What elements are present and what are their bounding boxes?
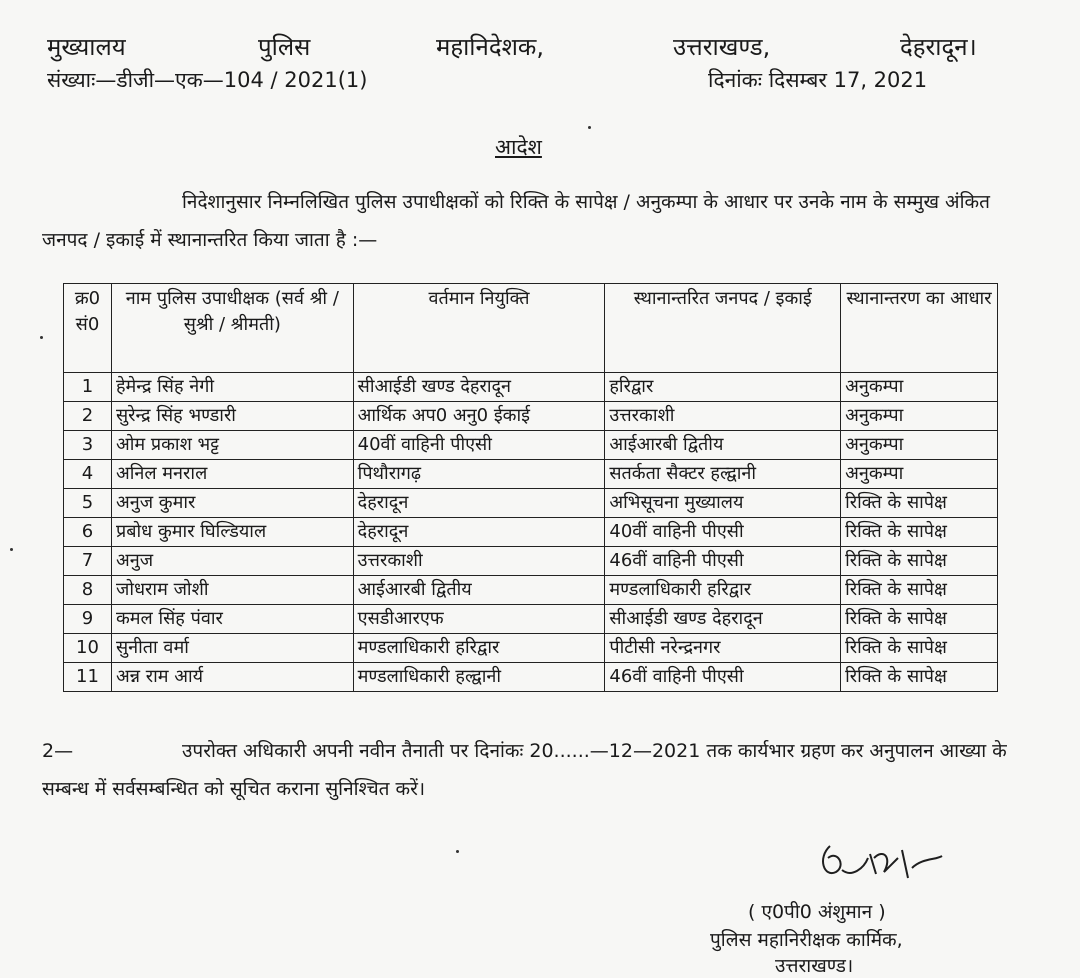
- serial-cell: 11: [64, 663, 112, 692]
- table-row: [64, 431, 998, 460]
- transfer-cell: 46वीं वाहिनी पीएसी: [605, 663, 841, 692]
- serial-cell: 4: [64, 460, 112, 489]
- table-row: [64, 460, 998, 489]
- current-cell: आर्थिक अप0 अनु0 ईकाई: [353, 402, 605, 431]
- transfer-table: [63, 283, 998, 692]
- table-row: [64, 489, 998, 518]
- basis-cell: रिक्ति के सापेक्ष: [841, 663, 998, 692]
- scan-speck: [40, 336, 43, 339]
- current-cell: पिथौरागढ़: [353, 460, 605, 489]
- name-cell: अनुज कुमार: [111, 489, 353, 518]
- table-row: [64, 547, 998, 576]
- name-cell: सुरेन्द्र सिंह भण्डारी: [111, 402, 353, 431]
- serial-cell: 1: [64, 373, 112, 402]
- basis-cell: रिक्ति के सापेक्ष: [841, 547, 998, 576]
- transfer-cell: 46वीं वाहिनी पीएसी: [605, 547, 841, 576]
- current-cell: मण्डलाधिकारी हल्द्वानी: [353, 663, 605, 692]
- basis-cell: अनुकम्पा: [841, 460, 998, 489]
- serial-cell: 9: [64, 605, 112, 634]
- header-office-1: मुख्यालय: [47, 33, 126, 61]
- transfer-cell: सीआईडी खण्ड देहरादून: [605, 605, 841, 634]
- scan-speck: [588, 126, 591, 129]
- scan-speck: [10, 548, 13, 551]
- basis-cell: रिक्ति के सापेक्ष: [841, 518, 998, 547]
- serial-cell: 2: [64, 402, 112, 431]
- name-cell: हेमेन्द्र सिंह नेगी: [111, 373, 353, 402]
- header-office-3: महानिदेशक,: [436, 33, 544, 61]
- table-row: [64, 663, 998, 692]
- table-row: [64, 605, 998, 634]
- transfer-cell: हरिद्वार: [605, 373, 841, 402]
- basis-cell: रिक्ति के सापेक्ष: [841, 605, 998, 634]
- order-date: दिनांकः दिसम्बर 17, 2021: [708, 68, 928, 92]
- transfer-cell: आईआरबी द्वितीय: [605, 431, 841, 460]
- current-cell: सीआईडी खण्ड देहरादून: [353, 373, 605, 402]
- serial-cell: 8: [64, 576, 112, 605]
- current-cell: देहरादून: [353, 489, 605, 518]
- name-cell: ओम प्रकाश भट्ट: [111, 431, 353, 460]
- basis-cell: अनुकम्पा: [841, 431, 998, 460]
- transfer-cell: उत्तरकाशी: [605, 402, 841, 431]
- basis-cell: रिक्ति के सापेक्ष: [841, 576, 998, 605]
- transfer-cell: मण्डलाधिकारी हरिद्वार: [605, 576, 841, 605]
- current-cell: मण्डलाधिकारी हरिद्वार: [353, 634, 605, 663]
- signatory-designation: पुलिस महानिरीक्षक कार्मिक,: [710, 929, 903, 951]
- table-row: [64, 402, 998, 431]
- header-office-4: उत्तराखण्ड,: [673, 33, 771, 61]
- serial-cell: 5: [64, 489, 112, 518]
- basis-cell: अनुकम्पा: [841, 402, 998, 431]
- current-cell: देहरादून: [353, 518, 605, 547]
- header-serial: क्र0 सं0: [64, 284, 112, 373]
- basis-cell: अनुकम्पा: [841, 373, 998, 402]
- serial-cell: 3: [64, 431, 112, 460]
- compliance-text: उपरोक्त अधिकारी अपनी नवीन तैनाती पर दिनांकः 20......—12—2021 तक कार्यभार ग्रहण कर अनुपालन आख्या के सम्बन्ध में सर्वसम्बन्धित को सूचित कराना सुनिश्चित करें।: [42, 740, 1007, 800]
- name-cell: अनुज: [111, 547, 353, 576]
- table-row: [64, 576, 998, 605]
- document-title: आदेश: [495, 135, 542, 159]
- header-current-posting: वर्तमान नियुक्ति: [353, 284, 605, 373]
- header-office-5: देहरादून।: [900, 33, 977, 61]
- current-cell: उत्तरकाशी: [353, 547, 605, 576]
- table-row: [64, 634, 998, 663]
- current-cell: एसडीआरएफ: [353, 605, 605, 634]
- serial-cell: 7: [64, 547, 112, 576]
- signatory-name: ( ए0पी0 अंशुमान ): [748, 901, 886, 923]
- name-cell: प्रबोध कुमार घिल्डियाल: [111, 518, 353, 547]
- name-cell: कमल सिंह पंवार: [111, 605, 353, 634]
- serial-cell: 10: [64, 634, 112, 663]
- name-cell: अन्न राम आर्य: [111, 663, 353, 692]
- transfer-cell: पीटीसी नरेन्द्रनगर: [605, 634, 841, 663]
- intro-paragraph: [42, 183, 1012, 259]
- basis-cell: रिक्ति के सापेक्ष: [841, 634, 998, 663]
- header-name: नाम पुलिस उपाधीक्षक (सर्व श्री / सुश्री / श्रीमती): [111, 284, 353, 373]
- name-cell: जोधराम जोशी: [111, 576, 353, 605]
- compliance-paragraph: [42, 732, 1012, 808]
- basis-cell: रिक्ति के सापेक्ष: [841, 489, 998, 518]
- handwritten-signature: [812, 828, 952, 898]
- table-header-row: [64, 284, 998, 373]
- signatory-state: उत्तराखण्ड।: [775, 955, 854, 977]
- current-cell: 40वीं वाहिनी पीएसी: [353, 431, 605, 460]
- serial-cell: 6: [64, 518, 112, 547]
- name-cell: सुनीता वर्मा: [111, 634, 353, 663]
- table-row: [64, 518, 998, 547]
- intro-text: निदेशानुसार निम्नलिखित पुलिस उपाधीक्षकों को रिक्ति के सापेक्ष / अनुकम्पा के आधार पर उनके नाम के सम्मुख अंकित जनपद / इकाई में स्थानान्तरित किया जाता है :—: [42, 191, 990, 251]
- current-cell: आईआरबी द्वितीय: [353, 576, 605, 605]
- header-transfer-basis: स्थानान्तरण का आधार: [841, 284, 998, 373]
- transfer-cell: अभिसूचना मुख्यालय: [605, 489, 841, 518]
- paragraph-number: 2—: [42, 740, 74, 762]
- table-row: [64, 373, 998, 402]
- transfer-cell: सतर्कता सैक्टर हल्द्वानी: [605, 460, 841, 489]
- scan-speck: [456, 850, 459, 853]
- name-cell: अनिल मनराल: [111, 460, 353, 489]
- header-transferred-to: स्थानान्तरित जनपद / इकाई: [605, 284, 841, 373]
- transfer-cell: 40वीं वाहिनी पीएसी: [605, 518, 841, 547]
- order-number: संख्याः—डीजी—एक—104 / 2021(1): [47, 68, 368, 92]
- header-office-2: पुलिस: [258, 33, 311, 61]
